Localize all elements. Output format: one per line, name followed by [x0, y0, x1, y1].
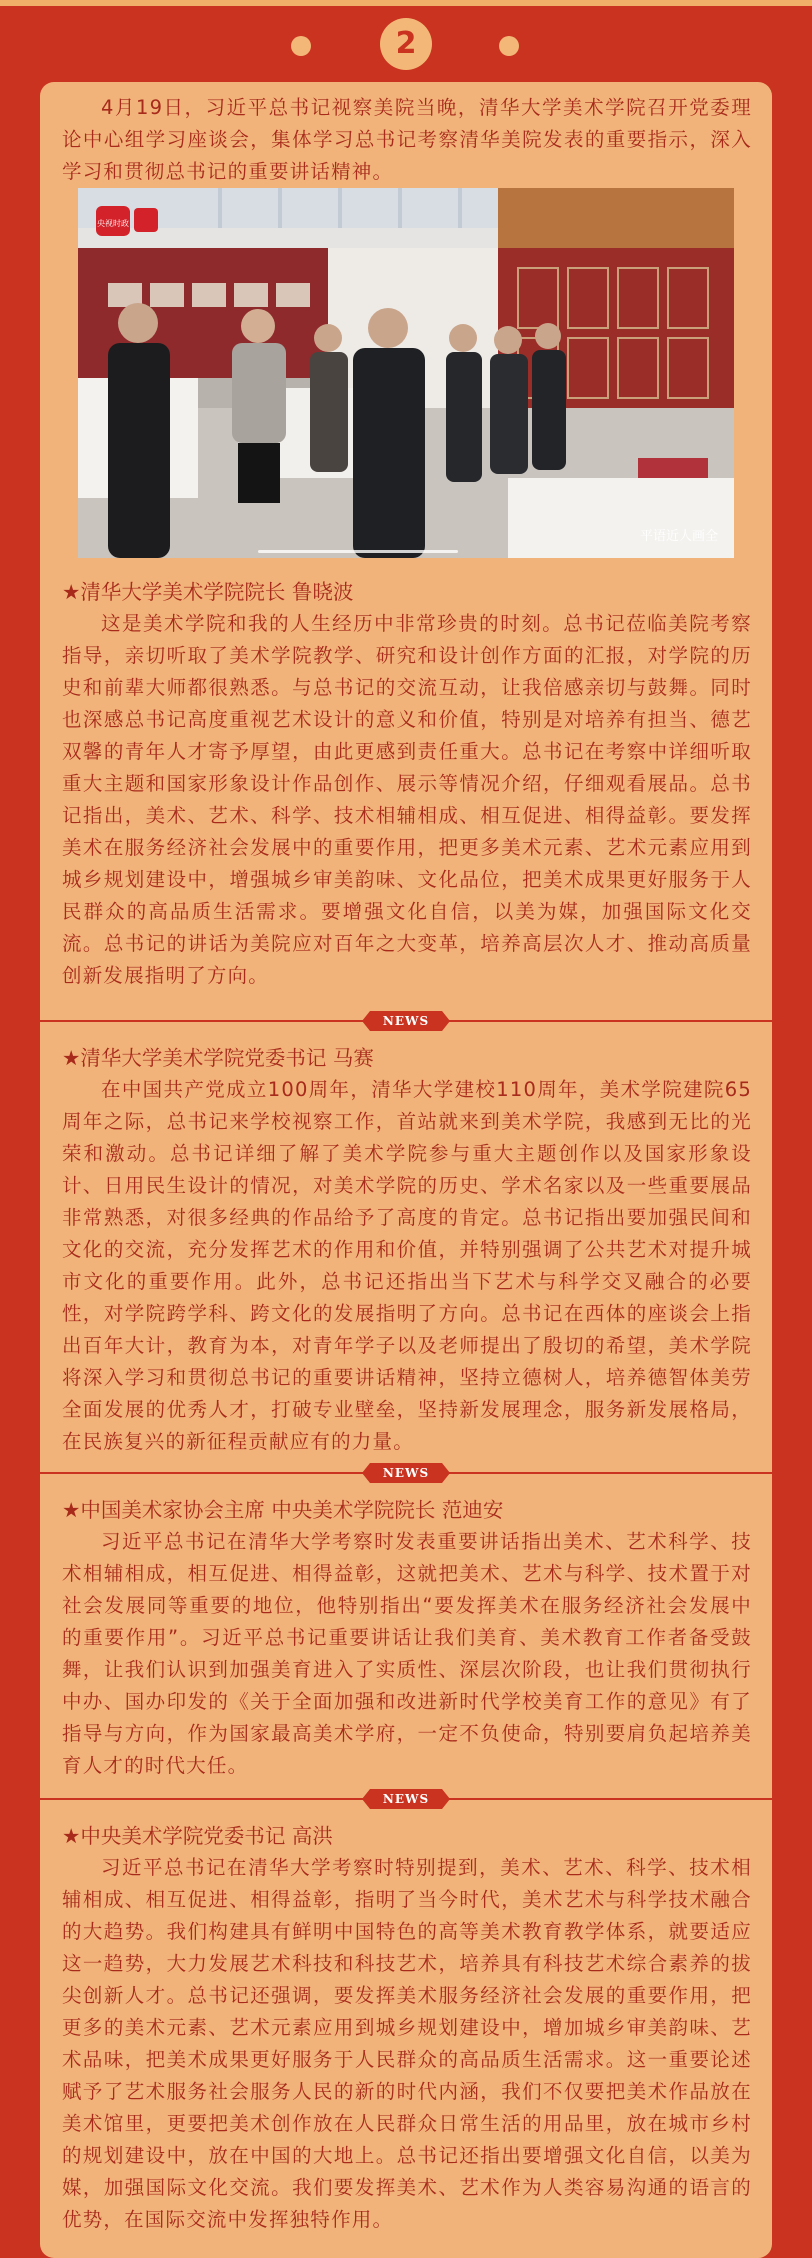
badge-dot-left [291, 36, 311, 56]
news-tag-2: NEWS [370, 1463, 442, 1483]
badge-dot-right [499, 36, 519, 56]
photo-watermark: 平语近人画全 [639, 529, 718, 544]
section-heading-1: ★清华大学美术学院院长 鲁晓波 [62, 580, 354, 604]
news-tag-3: NEWS [370, 1789, 442, 1809]
channel-logo-text: 央视时政 [97, 219, 129, 228]
article-panel [40, 82, 772, 2258]
intro-paragraph: 4月19日，习近平总书记视察美院当晚，清华大学美术学院召开党委理论中心组学习座谈会，集体学习总书记考察清华美院发表的重要指示，深入学习和贯彻总书记的重要讲话精神。 [62, 96, 752, 183]
news-divider-1 [40, 1010, 772, 1032]
section-body-2: 在中国共产党成立100周年，清华大学建校110周年，美术学院建院65周年之际，总书记来学校视察工作，首站就来到美术学院，我感到无比的光荣和激动。总书记详细了解了美术学院参与重大主题创作以及国家形象设计、日用民生设计的情况，对美术学院的历史、学术名家以及一些重要展品非常熟悉，对很多经典的作品给予了高度的肯定。总书记指出要加强民间和文化的交流，充分发挥艺术的作用和价值，并特别强调了公共艺术对提升城市文化的重要作用。此外，总书记还指出当下艺术与科学交叉融合的必要性，对学院跨学科、跨文化的发展指明了方向。总书记在西体的座谈会上指出百年大计，教育为本，对青年学子以及老师提出了殷切的希望，美术学院将深入学习和贯彻总书记的重要讲话精神，坚持立德树人，培养德智体美劳全面发展的优秀人才，打破专业壁垒，坚持新发展理念，服务新发展格局，在民族复兴的新征程贡献应有的力量。 [62, 1078, 752, 1453]
top-stripe [0, 0, 812, 6]
news-divider-3 [40, 1788, 772, 1810]
news-divider-2 [40, 1462, 772, 1484]
photo-illustration [78, 188, 734, 558]
news-tag-1: NEWS [370, 1011, 442, 1031]
section-badge-row [0, 18, 812, 72]
section-heading-2: ★清华大学美术学院党委书记 马赛 [62, 1046, 374, 1070]
section-number-badge: 2 [380, 18, 432, 70]
section-heading-4: ★中央美术学院党委书记 高洪 [62, 1824, 333, 1848]
section-body-4: 习近平总书记在清华大学考察时特别提到，美术、艺术、科学、技术相辅相成、相互促进、相得益彰，指明了当今时代，美术艺术与科学技术融合的大趋势。我们构建具有鲜明中国特色的高等美术教育教学体系，就要适应这一趋势，大力发展艺术科技和科技艺术，培养具有科技艺术综合素养的拔尖创新人才。总书记还强调，要发挥美术服务经济社会发展的重要作用，把更多的美术元素、艺术元素应用到城乡规划建设中，增加城乡审美韵味、艺术品味，把美术成果更好服务于人民群众的高品质生活需求。这一重要论述赋予了艺术服务社会服务人民的新的时代内涵，我们不仅要把美术作品放在美术馆里，更要把美术创作放在人民群众日常生活的用品里，放在城市乡村的规划建设中，放在中国的大地上。总书记还指出要增强文化自信，以美为媒，加强国际文化交流。我们要发挥美术、艺术作为人类容易沟通的语言的优势，在国际交流中发挥独特作用。 [62, 1856, 752, 2231]
section-body-1: 这是美术学院和我的人生经历中非常珍贵的时刻。总书记莅临美院考察指导，亲切听取了美术学院教学、研究和设计创作方面的汇报，对学院的历史和前辈大师都很熟悉。与总书记的交流互动，让我倍感亲切与鼓舞。同时也深感总书记高度重视艺术设计的意义和价值，特别是对培养有担当、德艺双馨的青年人才寄予厚望，由此更感到责任重大。总书记在考察中详细听取重大主题和国家形象设计作品创作、展示等情况介绍，仔细观看展品。总书记指出，美术、艺术、科学、技术相辅相成、相互促进、相得益彰。要发挥美术在服务经济社会发展中的重要作用，把更多美术元素、艺术元素应用到城乡规划建设中，增强城乡审美韵味、文化品位，把美术成果更好服务于人民群众的高品质生活需求。要增强文化自信，以美为媒，加强国际文化交流。总书记的讲话为美院应对百年之大变革，培养高层次人才、推动高质量创新发展指明了方向。 [62, 612, 752, 987]
news-photo [78, 188, 734, 558]
section-body-3: 习近平总书记在清华大学考察时发表重要讲话指出美术、艺术科学、技术相辅相成，相互促进、相得益彰，这就把美术、艺术与科学、技术置于对社会发展同等重要的地位，他特别指出“要发挥美术在服务经济社会发展中的重要作用”。习近平总书记重要讲话让我们美育、美术教育工作者备受鼓舞，让我们认识到加强美育进入了实质性、深层次阶段，也让我们贯彻执行中办、国办印发的《关于全面加强和改进新时代学校美育工作的意见》有了指导与方向，作为国家最高美术学府，一定不负使命，特别要肩负起培养美育人才的时代大任。 [62, 1530, 752, 1777]
section-heading-3: ★中国美术家协会主席 中央美术学院院长 范迪安 [62, 1498, 504, 1522]
